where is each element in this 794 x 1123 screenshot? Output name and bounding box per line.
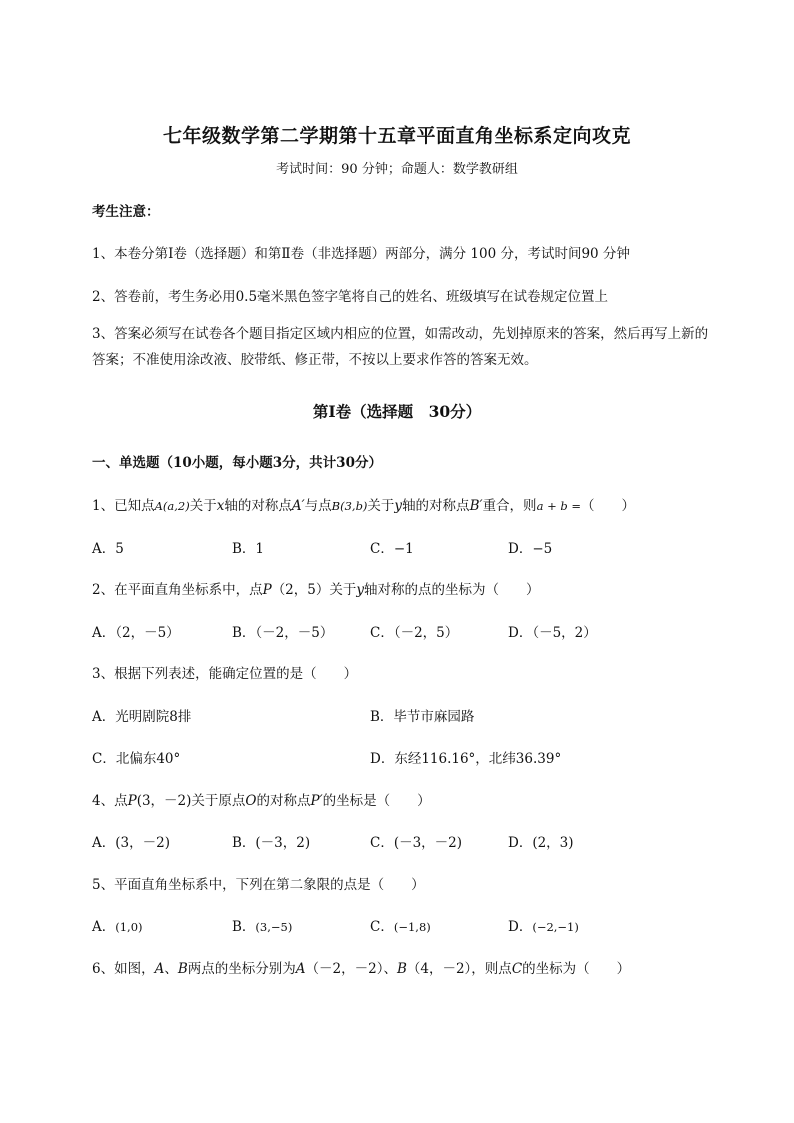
notice-item-1: 1、本卷分第Ⅰ卷（选择题）和第Ⅱ卷（非选择题）两部分，满分 100 分，考试时间90 分钟 bbox=[92, 246, 630, 262]
question-5: 5、平面直角坐标系中，下列在第二象限的点是（ ） bbox=[92, 877, 425, 893]
q2-option-b[interactable]: B．（－2，－5） bbox=[232, 625, 334, 641]
question-1: 1、已知点A(a,2)关于x轴的对称点A′与点B(3,b)关于y轴的对称点B′重合，则a + b =（ ） bbox=[92, 498, 636, 514]
q5-option-b[interactable]: B．(3,−5) bbox=[232, 919, 293, 935]
q3-option-c[interactable]: C．北偏东40° bbox=[92, 751, 181, 767]
q4-option-a[interactable]: A．(3，－2) bbox=[92, 835, 170, 851]
q4-option-b[interactable]: B．(－3，2) bbox=[232, 835, 311, 851]
q1-option-d[interactable]: D．−5 bbox=[508, 541, 553, 557]
notice-heading: 考生注意： bbox=[92, 204, 160, 220]
question-3: 3、根据下列表述，能确定位置的是（ ） bbox=[92, 666, 358, 682]
q1-option-b[interactable]: B．1 bbox=[232, 541, 265, 557]
question-6: 6、如图，A、B两点的坐标分别为A（－2，－2）、B（4，－2），则点C的坐标为（ ） bbox=[92, 961, 631, 977]
q1-option-c[interactable]: C．−1 bbox=[370, 541, 414, 557]
question-4: 4、点P(3，－2)关于原点O的对称点P′的坐标是（ ） bbox=[92, 793, 431, 809]
question-2: 2、在平面直角坐标系中，点P（2，5）关于y轴对称的点的坐标为（ ） bbox=[92, 582, 540, 598]
q5-option-d[interactable]: D．(−2,−1) bbox=[508, 919, 579, 935]
q5-option-a[interactable]: A．(1,0) bbox=[92, 919, 143, 935]
q2-option-c[interactable]: C．（－2，5） bbox=[370, 625, 459, 641]
q4-option-d[interactable]: D．(2，3) bbox=[508, 835, 574, 851]
notice-item-3: 3、答案必须写在试卷各个题目指定区域内相应的位置，如需改动，先划掉原来的答案，然后再写上新的答案；不准使用涂改液、胶带纸、修正带，不按以上要求作答的答案无效。 bbox=[92, 326, 709, 368]
exam-subtitle: 考试时间：90 分钟；命题人：数学教研组 bbox=[276, 162, 518, 177]
section-title: 第Ⅰ卷（选择题 30分） bbox=[312, 402, 482, 421]
q3-option-a[interactable]: A．光明剧院8排 bbox=[92, 709, 192, 725]
q1-option-a[interactable]: A．5 bbox=[92, 541, 124, 557]
q3-option-d[interactable]: D．东经116.16°，北纬36.39° bbox=[370, 751, 562, 767]
part-heading: 一、单选题（10小题，每小题3分，共计30分） bbox=[92, 455, 382, 471]
q2-option-a[interactable]: A．（2，－5） bbox=[92, 625, 180, 641]
q5-option-c[interactable]: C．(−1,8) bbox=[370, 919, 431, 935]
exam-title: 七年级数学第二学期第十五章平面直角坐标系定向攻克 bbox=[162, 125, 631, 147]
q3-option-b[interactable]: B．毕节市麻园路 bbox=[370, 709, 475, 725]
q2-option-d[interactable]: D．（－5，2） bbox=[508, 625, 597, 641]
q4-option-c[interactable]: C．(－3，－2) bbox=[370, 835, 463, 851]
notice-item-2: 2、答卷前，考生务必用0.5毫米黑色签字笔将自己的姓名、班级填写在试卷规定位置上 bbox=[92, 289, 609, 305]
